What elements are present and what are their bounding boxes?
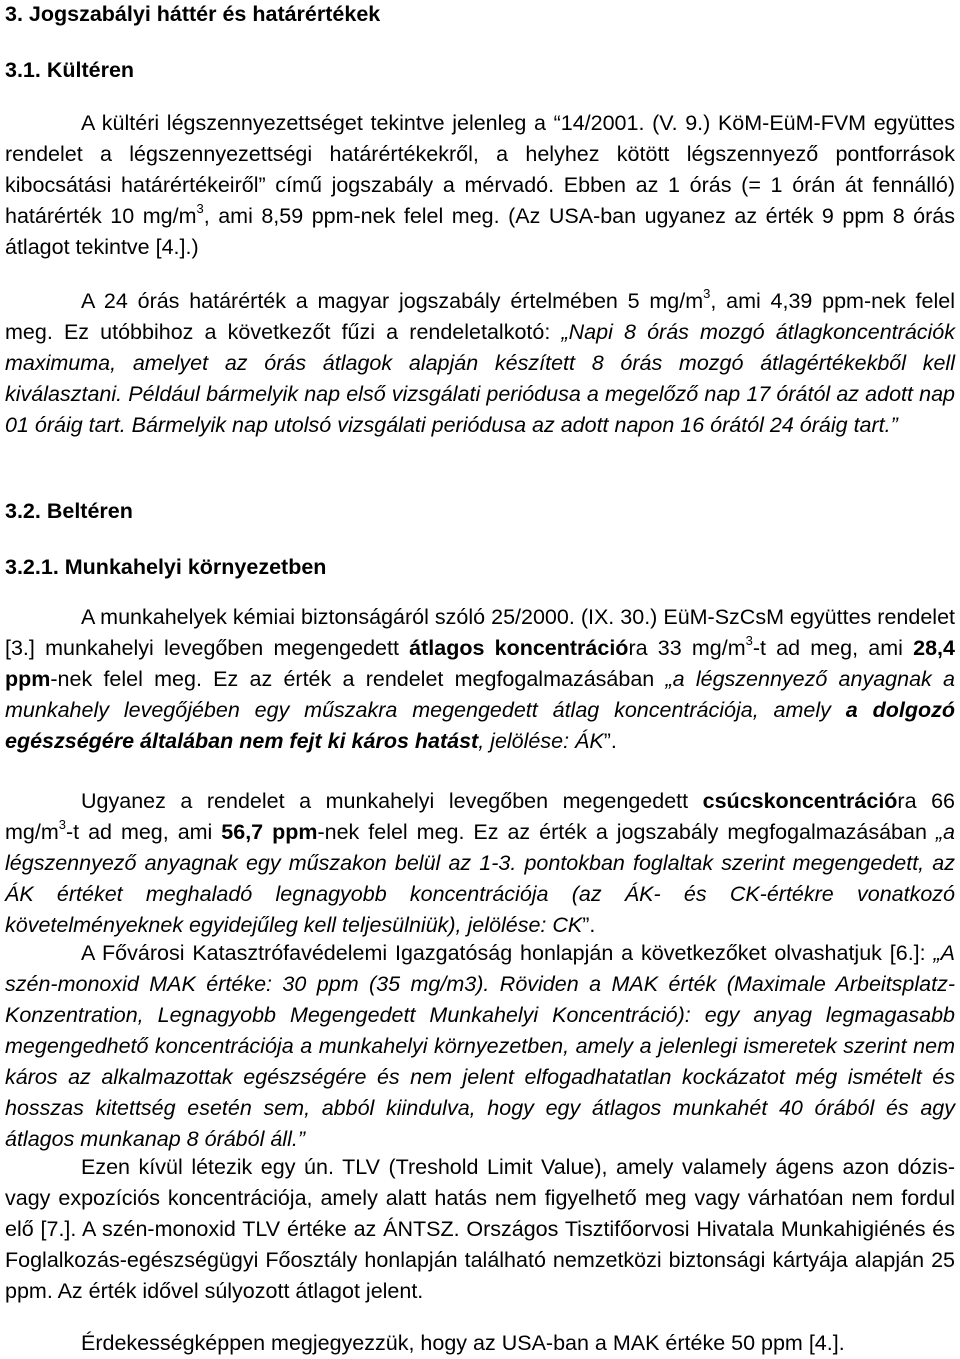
paragraph-usa-mak: Érdekességképpen megjegyezzük, hogy az USA-ban a MAK értéke 50 ppm [4.]. — [81, 1331, 845, 1355]
paragraph-workplace-peak: Ugyanez a rendelet a munkahelyi levegőben megengedett csúcskoncentrációra 66 $mg/m^3-t$ ad meg, ami 56,7 ppm-nek felel meg. Ez az érték a jogszabály megfogalmazásában „a légszennyező anyagnak egy műszakon belül az 1-3. pontokban foglaltak szerint megengedett, az ÁK értéket meghaladó legnagyobb koncentrációja (az ÁK- és CK-értékre vonatkozó követelményeknek egyidejűleg kell teljesülniük), jelölése: CK”. — [5, 789, 955, 937]
paragraph-mak-value: A Fővárosi Katasztrófavédelemi Igazgatóság honlapján a következőket olvashatjuk [6.]: „A szén-monoxid MAK értéke: 30 ppm (35 mg/m3). Röviden a MAK érték (Maximale Arbeitsplatz-Konzentration, Legnagyobb Megengedett Munkahelyi Koncentráció): egy anyag legmagasabb megengedhető koncentrációja a munkahelyi környezetben, amely a jelenlegi ismeretek szerint nem káros az alkalmazottak egészségére és nem jelent elfogadhatatlan kockázatot még ismételt és hosszas kitettség esetén sem, abból kiindulva, hogy egy átlagos munkahét 40 órából és agy átlagos munkanap 8 órából áll.” — [5, 941, 955, 1151]
paragraph-24h-limit: A 24 órás határérték a magyar jogszabály értelmében 5 $mg/m^3$, ami 4,39 ppm-nek felel meg. Ez utóbbihoz a következőt fűzi a rendeletalkotó: „Napi 8 órás mozgó átlagkoncentrációk maximuma, amelyet az órás átlagok alapján készített 8 órás mozgó átlagértékekből kell kiválasztani. Például bármelyik nap első vizsgálati periódusa a megelőző nap 17 órától az adott nap 01 óráig tart. Bármelyik nap utolsó vizsgálati periódusa az adott napon 16 órától 24 óráig tart.” — [5, 285, 956, 437]
section-heading-3-1: 3.1. Kültéren — [5, 58, 135, 82]
paragraph-workplace-average: A munkahelyek kémiai biztonságáról szóló 25/2000. (IX. 30.) EüM-SzCsM együttes rendelet [3.] munkahelyi levegőben megengedett átlagos koncentrációra 33 $mg/m^3-t$ ad meg, ami 28,4 ppm-nek felel meg. Ez az érték a rendelet megfogalmazásában „a légszennyező anyagnak a munkahely levegőjében egy műszakra megengedett átlag koncentrációja, amely a dolgozó egészségére általában nem fejt ki káros hatást, jelölése: ÁK”. — [5, 605, 956, 753]
paragraph-outdoor-limit: A kültéri légszennyezettséget tekintve jelenleg a “14/2001. (V. 9.) KöM-EüM-FVM együttes rendelet a légszennyezettségi határértékekről, a helyhez kötött légszennyező pontforrások kibocsátási határértékeiről” című jogszabály a mérvadó. Ebben az 1 órás (= 1 órán át fennálló) határérték 10 $mg/m^3$, ami 8,59 ppm-nek felel meg. (Az USA-ban ugyanez az érték 9 ppm 8 órás átlagot tekintve [4.].) — [5, 111, 955, 259]
quote-regulation: „Napi 8 órás mozgó átlagkoncentrációk maximuma, amelyet az órás átlagok alapján készített 8 órás mozgó átlagértékekből kell kiválasztani. Például bármelyik nap első vizsgálati periódusa a megelőző nap 17 órától az adott nap 01 óráig tart. Bármelyik nap utolsó vizsgálati periódusa az adott napon 16 órától 24 óráig tart.” — [5, 320, 956, 437]
section-heading-3-2-1: 3.2.1. Munkahelyi környezetben — [5, 555, 327, 579]
section-heading-3: 3. Jogszabályi háttér és határértékek — [5, 2, 381, 26]
section-heading-3-2: 3.2. Beltéren — [5, 499, 133, 523]
paragraph-tlv-value: Ezen kívül létezik egy ún. TLV (Treshold Limit Value), amely valamely ágens azon dózis- vagy expozíciós koncentrációja, amely alatt hatás nem figyelhető meg vagy várhatóan nem fordul elő [7.]. A szén-monoxid TLV értéke az ÁNTSZ. Országos Tisztifőorvosi Hivatala Munkahigiénés és Foglalkozás-egészségügyi Főosztály honlapján található nemzetközi biztonsági kártyája alapján 25 ppm. Az érték idővel súlyozott átlagot jelent. — [5, 1155, 955, 1303]
